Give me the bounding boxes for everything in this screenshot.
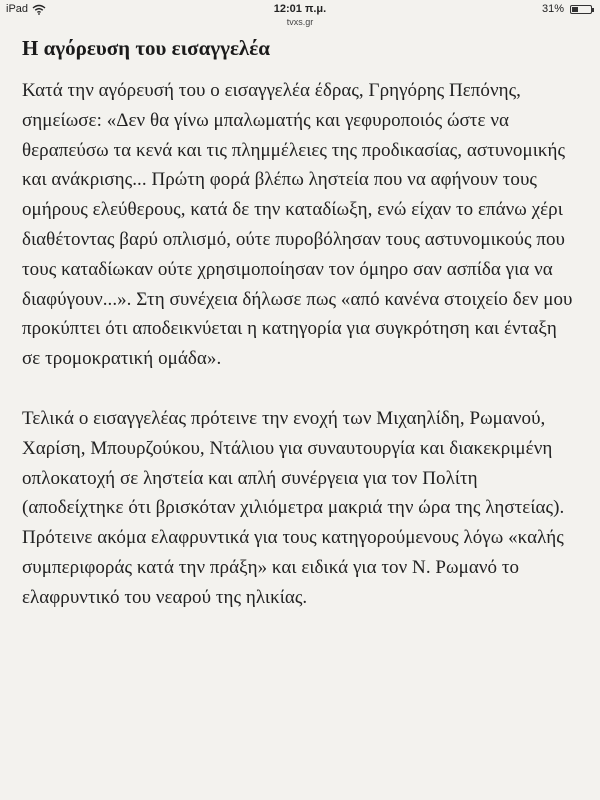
article-heading: Η αγόρευση του εισαγγελέα	[22, 36, 270, 60]
battery-icon	[570, 5, 592, 14]
article-paragraph: Κατά την αγόρευσή του ο εισαγγελέα έδρας, Γρηγόρης Πεπόνης, σημείωσε: «Δεν θα γίνω μπαλωματής και γεφυροποιός ώστε να θεραπεύσω τα κενά και τις πλημμέλειες της προδικασίας, αστυνομικής και ανάκρισης... Πρώτη φορά βλέπω ληστεία που να αφήνουν τους ομήρους ελεύθερους, κατά δε την καταδίωξη, ενώ είχαν το επάνω χέρι διαθέτοντας βαρύ οπλισμό, ούτε πυροβόλησαν τους αστυνομικούς που τους καταδίωκαν ούτε χρησιμοποίησαν τον όμηρο σαν ασπίδα για να διαφύγουν...». Στη συνέχεια δήλωσε πως «από κανένα στοιχείο δεν μου προκύπτει ότι αποδεικνύεται η κατηγορία για συγκρότηση και ένταξη σε τρομοκρατική ομάδα».	[22, 80, 573, 370]
battery-percent: 31%	[541, 3, 564, 15]
status-bar	[0, 0, 600, 18]
article-paragraph: Τελικά ο εισαγγελέας πρότεινε την ενοχή των Μιχαηλίδη, Ρωμανού, Χαρίση, Μπουρζούκου, Ντάλιου για συναυτουργία και διακεκριμένη οπλοκατοχή σε ληστεία και απλή συνέργεια για τον Πολίτη (αποδείχτηκε ότι βρισκόταν χιλιόμετρα μακριά την ώρα της ληστείας). Πρότεινε ακόμα ελαφρυντικά για τους κατηγορούμενους λόγω «καλής συμπεριφοράς κατά την πράξη» και ειδικά για τον Ν. Ρωμανό το ελαφρυντικό του νεαρού της ηλικίας.	[22, 407, 565, 608]
clock: 12:01 π.μ.	[273, 3, 327, 15]
device-name: iPad	[6, 3, 29, 15]
battery-fill	[572, 7, 578, 12]
article-body	[22, 34, 578, 613]
address-bar[interactable]: tvxs.gr	[286, 17, 314, 27]
status-right	[542, 3, 592, 15]
